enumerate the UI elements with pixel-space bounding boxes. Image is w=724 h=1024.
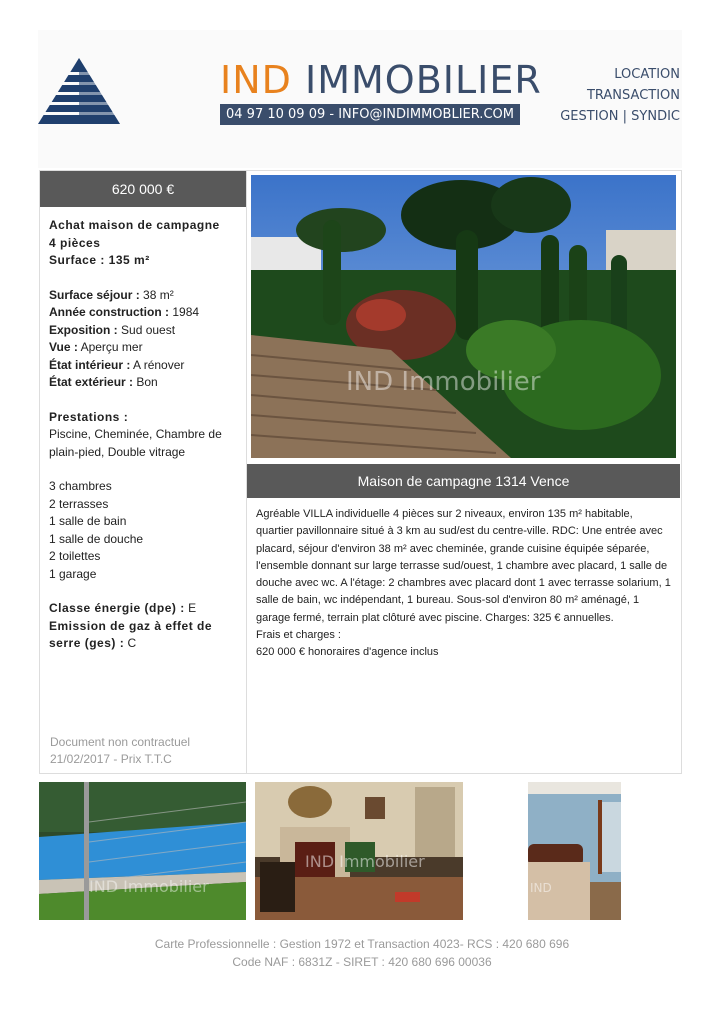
ges-value: C	[127, 636, 137, 650]
ges-label-2: serre (ges) :	[49, 636, 125, 650]
room-item: 1 salle de douche	[49, 531, 144, 546]
energy-label: Classe énergie (dpe) :	[49, 601, 185, 615]
headline-surface: Surface : 135 m²	[49, 253, 150, 267]
description-text: Agréable VILLA individuelle 4 pièces sur 2 niveaux, environ 135 m² habitable, quartier pavillonnaire situé à 3 km au sud/est du centre-ville. RDC: Une entrée avec placard, séjour d'environ 38 m² avec cheminée, grande cuisine équipée séparée, l'ensemble donnant sur large terrasse sud/ouest, 1 chambre avec placard, 1 salle de douche avec wc. A l'étage: 2 chambres avec placard dont 1 avec terrasse solarium, 1 salle de bain, wc indépendant, 1 bureau. Sous-sol d'environ 80 m² aménagé, 1 garage fermé, terrain plat clôturé avec piscine. Charges: 325 € annuelles.	[256, 508, 671, 624]
thumb-living-room[interactable]	[255, 782, 463, 920]
headline-rooms: 4 pièces	[49, 235, 101, 250]
specs-block	[49, 287, 237, 392]
service-location: LOCATION	[614, 67, 680, 82]
brand-immobilier: IMMOBILIER	[305, 58, 542, 102]
service-gestion: GESTION | SYNDIC	[560, 109, 680, 124]
room-item: 2 terrasses	[49, 496, 109, 511]
service-transaction: TRANSACTION	[586, 88, 680, 103]
room-item: 1 salle de bain	[49, 514, 127, 528]
company-logo	[38, 58, 120, 126]
rooms-block	[49, 478, 237, 583]
details-panel	[39, 170, 247, 774]
disclaimer: Document non contractuel	[50, 735, 191, 749]
thumb-pool[interactable]	[39, 782, 246, 920]
spec-row: Année construction : 1984	[49, 305, 200, 319]
thumb-bedroom[interactable]	[528, 782, 621, 920]
spec-row: État intérieur : A rénover	[49, 357, 185, 372]
main-photo[interactable]	[251, 175, 676, 458]
prestations-label: Prestations :	[49, 409, 129, 424]
description-block	[256, 506, 671, 662]
spec-row: État extérieur : Bon	[49, 375, 158, 389]
footnote	[50, 734, 190, 768]
spec-row: Surface séjour : 38 m²	[49, 287, 174, 302]
brand-block	[220, 58, 542, 125]
headline-type: Achat maison de campagne	[49, 218, 220, 232]
date-line: 21/02/2017 - Prix T.T.C	[50, 752, 172, 766]
thumb-watermark: IND	[530, 881, 552, 895]
thumb-watermark: IND Immobilier	[305, 852, 425, 871]
fees-label: Frais et charges :	[256, 629, 341, 642]
spec-row: Vue : Aperçu mer	[49, 340, 143, 354]
footer-line-1: Carte Professionnelle : Gestion 1972 et Transaction 4023- RCS : 420 680 696	[154, 937, 570, 951]
description-panel	[247, 170, 682, 774]
thumb-watermark: IND Immobilier	[89, 877, 209, 896]
brand-name	[220, 58, 542, 102]
room-item: 1 garage	[49, 566, 97, 581]
prestations-value: Piscine, Cheminée, Chambre de plain-pied, Double vitrage	[49, 427, 222, 459]
footer-line-2: Code NAF : 6831Z - SIRET : 420 680 696 00036	[232, 955, 492, 969]
price-bar: 620 000 €	[40, 171, 246, 207]
photo-watermark: IND Immobilier	[346, 367, 541, 397]
contact-bar: 04 97 10 09 09 - INFO@INDIMMOBLIER.COM	[220, 104, 520, 125]
brand-ind: IND	[220, 58, 292, 102]
listing-title: Maison de campagne 1314 Vence	[247, 464, 680, 498]
prestations-block	[49, 409, 237, 462]
spec-row: Exposition : Sud ouest	[49, 322, 176, 337]
ges-label-1: Emission de gaz à effet de	[49, 618, 213, 633]
room-item: 2 toilettes	[49, 549, 101, 563]
headline-block	[49, 217, 237, 270]
energy-value: E	[188, 601, 197, 615]
room-item: 3 chambres	[49, 479, 112, 493]
services-list	[560, 64, 680, 127]
fees-value: 620 000 € honoraires d'agence inclus	[256, 646, 439, 659]
energy-block	[49, 600, 237, 653]
